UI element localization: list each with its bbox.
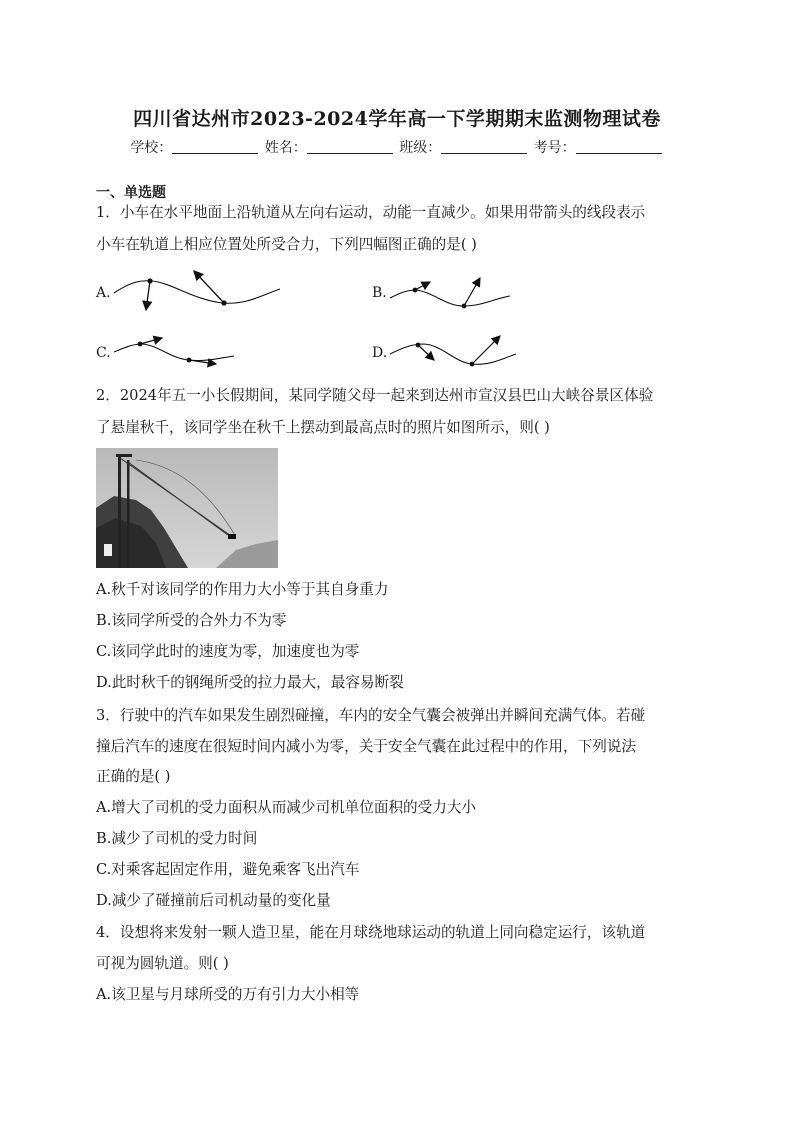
- q1-option-b-label: B.: [372, 285, 387, 301]
- q1-option-d-label: D.: [372, 345, 388, 361]
- section-title: 一、单选题: [96, 185, 166, 201]
- number-field[interactable]: [576, 139, 662, 154]
- q1-figure-c: [112, 332, 237, 372]
- class-field[interactable]: [441, 139, 527, 154]
- q3-line3: 正确的是( ): [96, 768, 171, 785]
- q4-line2: 可视为圆轨道。则( ): [96, 955, 229, 972]
- q3-line2: 撞后汽车的速度在很短时间内减小为零，关于安全气囊在此过程中的作用，下列说法: [96, 738, 636, 755]
- school-label: 学校：: [130, 140, 173, 156]
- q1-line2: 小车在轨道上相应位置处所受合力，下列四幅图正确的是( ): [96, 236, 477, 253]
- class-label: 班级：: [399, 140, 442, 156]
- q3-line1: 3．行驶中的汽车如果发生剧烈碰撞，车内的安全气囊会被弹出并瞬间充满气体。若碰: [96, 707, 646, 724]
- q1-option-a-label: A.: [96, 285, 111, 301]
- school-field[interactable]: [172, 139, 258, 154]
- q4-option-a: A.该卫星与月球所受的万有引力大小相等: [96, 986, 360, 1003]
- exam-title: 四川省达州市2023-2024学年高一下学期期末监测物理试卷: [133, 108, 661, 130]
- q2-option-d: D.此时秋千的钢绳所受的拉力最大，最容易断裂: [96, 674, 404, 691]
- student-info-row: [0, 137, 794, 157]
- q2-option-b: B.该同学所受的合外力不为零: [96, 612, 287, 629]
- q1-figure-d: [388, 330, 518, 372]
- q3-option-b: B.减少了司机的受力时间: [96, 830, 258, 847]
- q1-figure-a: [112, 265, 282, 315]
- q4-line1: 4．设想将来发射一颗人造卫星，能在月球绕地球运动的轨道上同向稳定运行，该轨道: [96, 924, 646, 941]
- q3-option-d: D.减少了碰撞前后司机动量的变化量: [96, 892, 331, 909]
- q2-option-c: C.该同学此时的速度为零，加速度也为零: [96, 643, 360, 660]
- cliff-swing-photo: [96, 448, 278, 568]
- q1-line1: 1．小车在水平地面上沿轨道从左向右运动，动能一直减少。如果用带箭头的线段表示: [96, 204, 646, 221]
- q2-line2: 了悬崖秋千，该同学坐在秋千上摆动到最高点时的照片如图所示，则( ): [96, 419, 550, 436]
- name-field[interactable]: [307, 139, 393, 154]
- q2-line1: 2．2024年五一小长假期间，某同学随父母一起来到达州市宣汉县巴山大峡谷景区体验: [96, 387, 654, 404]
- q3-option-a: A.增大了司机的受力面积从而减少司机单位面积的受力大小: [96, 799, 477, 816]
- q1-figure-b: [388, 270, 513, 315]
- q2-option-a: A.秋千对该同学的作用力大小等于其自身重力: [96, 581, 389, 598]
- q1-option-c-label: C.: [96, 345, 111, 361]
- number-label: 考号：: [533, 140, 576, 156]
- name-label: 姓名：: [264, 140, 307, 156]
- q3-option-c: C.对乘客起固定作用，避免乘客飞出汽车: [96, 861, 360, 878]
